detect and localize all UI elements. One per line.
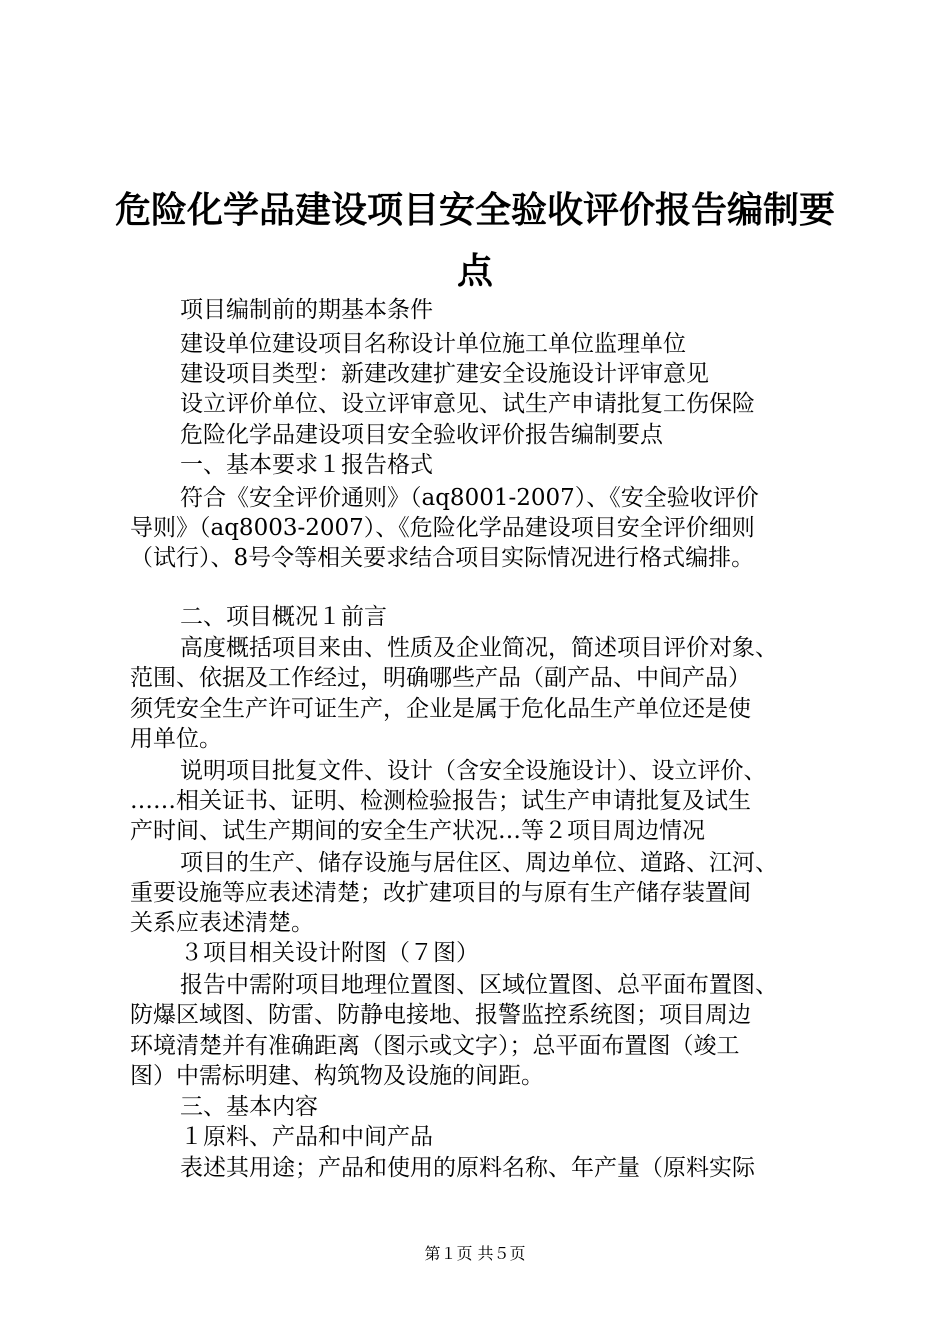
document-title-line-1: 危险化学品建设项目安全验收评价报告编制要 [114,189,835,231]
body-line: 表述其用途；产品和使用的原料名称、年产量（原料实际 [180,1155,755,1181]
body-line: 重要设施等应表述清楚；改扩建项目的与原有生产储存装置间 [130,880,751,906]
body-line: 产时间、试生产期间的安全生产状况…等２项目周边情况 [130,818,705,844]
body-line: 项目的生产、储存设施与居住区、周边单位、道路、江河、 [180,850,778,876]
body-line: 关系应表述清楚。 [130,910,314,936]
body-line: ……相关证书、证明、检测检验报告；试生产申请批复及试生 [130,788,751,814]
body-line: 建设项目类型：新建改建扩建安全设施设计评审意见 [180,361,709,387]
section-heading: 一、基本要求１报告格式 [180,452,433,478]
body-line: 建设单位建设项目名称设计单位施工单位监理单位 [180,331,686,357]
body-line: 导则》（aq8003-2007）、《危险化学品建设项目安全评价细则 [130,515,755,541]
section-heading: 三、基本内容 [180,1094,318,1120]
body-line: 项目编制前的期基本条件 [180,297,433,323]
body-line: 报告中需附项目地理位置图、区域位置图、总平面布置图、 [180,972,778,998]
body-line: （试行）、8号令等相关要求结合项目实际情况进行格式编排。 [130,545,755,571]
body-line: 设立评价单位、设立评审意见、试生产申请批复工伤保险 [180,391,755,417]
body-line: 高度概括项目来由、性质及企业简况，简述项目评价对象、 [180,635,778,661]
body-line: 范围、依据及工作经过，明确哪些产品（副产品、中间产品） [130,665,751,691]
subsection-heading: １原料、产品和中间产品 [180,1124,433,1150]
document-title-line-2: 点 [456,250,493,292]
subsection-heading: ３项目相关设计附图（７图） [180,940,479,966]
page-number-footer: 第１页 共５页 [424,1244,526,1263]
body-line: 防爆区域图、防雷、防静电接地、报警监控系统图；项目周边 [130,1002,751,1028]
body-line: 图）中需标明建、构筑物及设施的间距。 [130,1063,544,1089]
section-heading: 二、项目概况１前言 [180,604,387,630]
body-line: 须凭安全生产许可证生产，企业是属于危化品生产单位还是使 [130,696,751,722]
body-line: 危险化学品建设项目安全验收评价报告编制要点 [180,422,663,448]
body-line: 符合《安全评价通则》（aq8001-2007）、《安全验收评价 [180,485,759,511]
body-line: 环境清楚并有准确距离（图示或文字）；总平面布置图（竣工 [130,1033,740,1059]
body-line: 说明项目批复文件、设计（含安全设施设计）、设立评价、 [180,758,767,784]
body-line: 用单位。 [130,726,222,752]
